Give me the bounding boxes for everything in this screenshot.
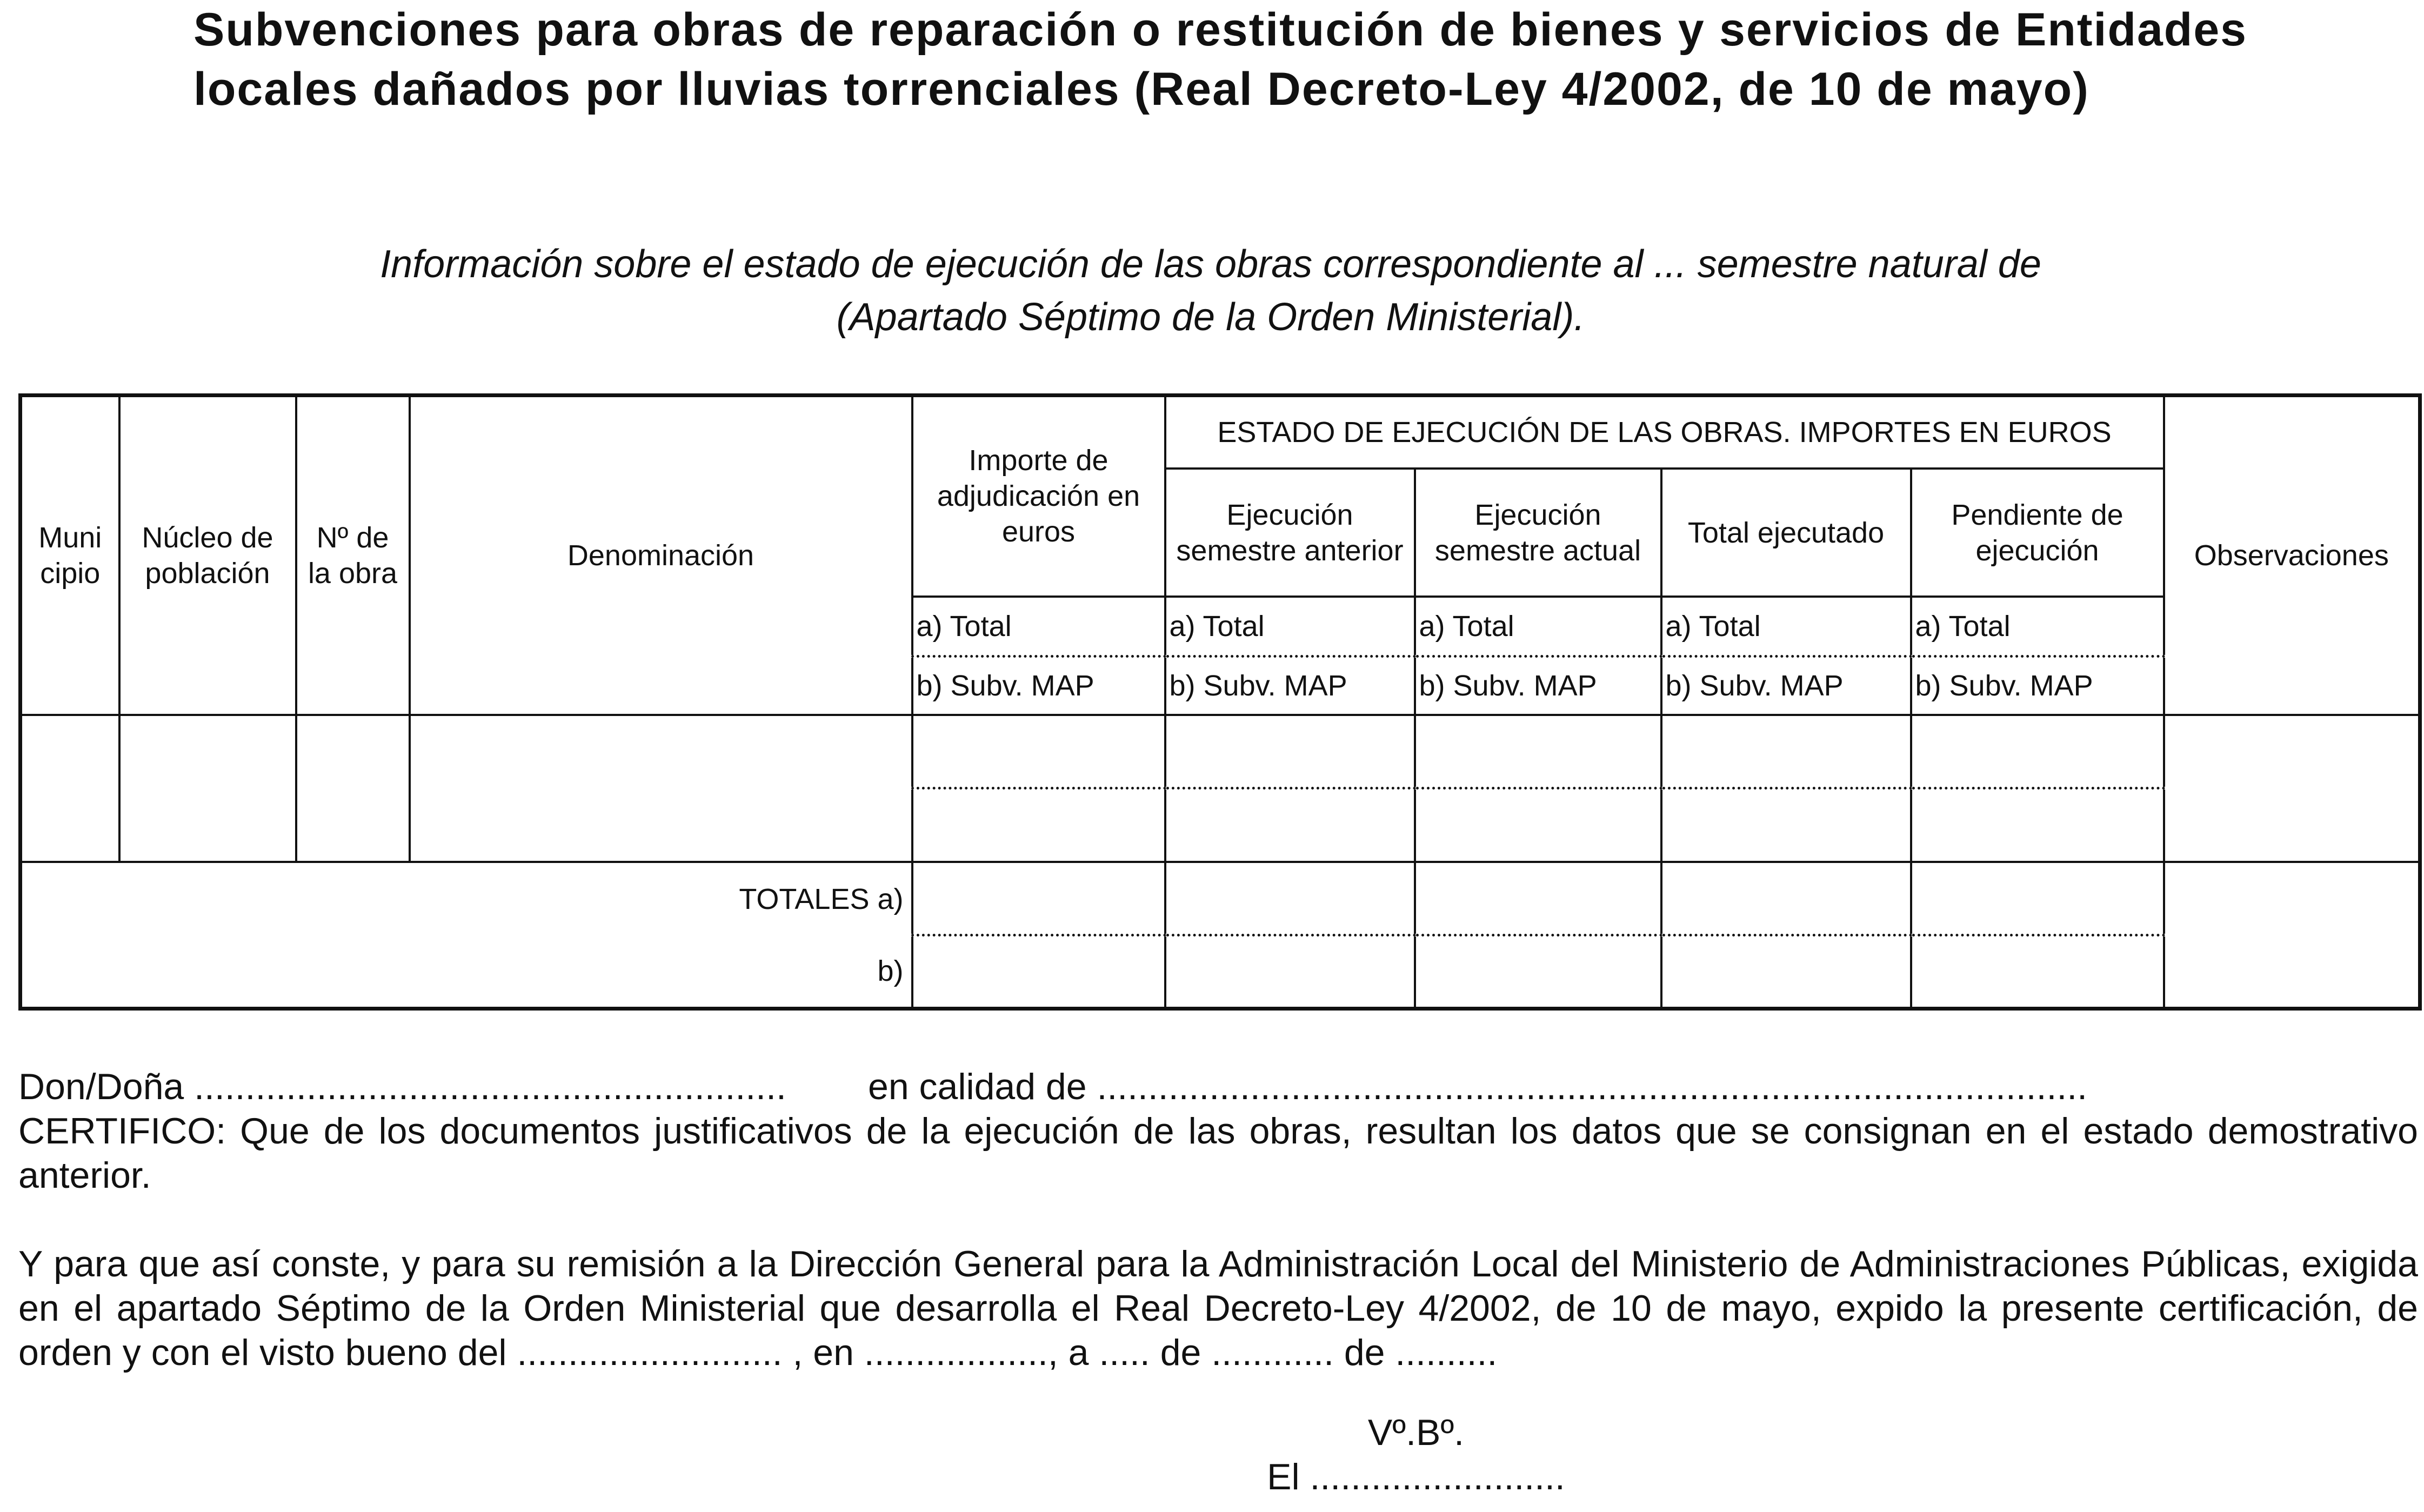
header-ejecucion-anterior: Ejecución semestre anterior bbox=[1165, 469, 1415, 596]
header-ejecucion-actual: Ejecución semestre actual bbox=[1415, 469, 1661, 596]
data-actual-a-cell bbox=[1415, 715, 1661, 788]
sub-a-anterior: a) Total bbox=[1165, 597, 1415, 657]
sub-b-importe: b) Subv. MAP bbox=[912, 656, 1165, 715]
header-nucleo-poblacion: Núcleo de población bbox=[119, 396, 296, 715]
totales-actual-b-cell bbox=[1415, 935, 1661, 1009]
header-importe-adjudicacion: Importe de adjudicación en euros bbox=[912, 396, 1165, 597]
data-importe-a-cell bbox=[912, 715, 1165, 788]
data-pendiente-b-cell bbox=[1911, 788, 2164, 862]
totales-importe-a-cell bbox=[912, 862, 1165, 935]
data-municipio-cell bbox=[21, 715, 119, 862]
sub-a-pendiente: a) Total bbox=[1911, 597, 2164, 657]
header-observaciones: Observaciones bbox=[2164, 396, 2420, 715]
document-title: Subvenciones para obras de reparación o restitución de bienes y servicios de Entidades locales dañados por lluvias torrenciales (Real Decreto-Ley 4/2002, de 10 de mayo) bbox=[193, 4, 2247, 115]
header-municipio: Muni cipio bbox=[21, 396, 119, 715]
totales-importe-b-cell bbox=[912, 935, 1165, 1009]
sub-a-total: a) Total bbox=[1661, 597, 1911, 657]
data-nucleo-cell bbox=[119, 715, 296, 862]
header-denominacion: Denominación bbox=[410, 396, 912, 715]
totales-pendiente-a-cell bbox=[1911, 862, 2164, 935]
sub-a-importe: a) Total bbox=[912, 597, 1165, 657]
execution-status-table bbox=[18, 393, 2422, 1011]
data-anterior-b-cell bbox=[1165, 788, 1415, 862]
visto-bueno-block bbox=[1227, 1410, 1605, 1499]
totales-b-label: b) bbox=[21, 935, 912, 1009]
certificate-block bbox=[18, 1065, 2418, 1375]
subtitle-line-2: (Apartado Séptimo de la Orden Ministerial). bbox=[836, 296, 1585, 339]
subtitle-line-1: Información sobre el estado de ejecución de las obras correspondiente al ... semestre natural de bbox=[380, 243, 2041, 286]
data-pendiente-a-cell bbox=[1911, 715, 2164, 788]
en-calidad-field: en calidad de ................................................................................................. bbox=[868, 1066, 2088, 1107]
don-dona-field: Don/Doña .......................................................... bbox=[18, 1066, 786, 1107]
header-total-ejecutado: Total ejecutado bbox=[1661, 469, 1911, 596]
data-importe-b-cell bbox=[912, 788, 1165, 862]
data-total-b-cell bbox=[1661, 788, 1911, 862]
totales-anterior-b-cell bbox=[1165, 935, 1415, 1009]
data-observaciones-cell bbox=[2164, 715, 2420, 862]
header-numero-obra: Nº de la obra bbox=[296, 396, 410, 715]
totales-total-b-cell bbox=[1661, 935, 1911, 1009]
sub-a-actual: a) Total bbox=[1415, 597, 1661, 657]
totales-total-a-cell bbox=[1661, 862, 1911, 935]
sub-b-actual: b) Subv. MAP bbox=[1415, 656, 1661, 715]
totales-pendiente-b-cell bbox=[1911, 935, 2164, 1009]
header-estado-ejecucion: ESTADO DE EJECUCIÓN DE LAS OBRAS. IMPORTES EN EUROS bbox=[1165, 396, 2164, 469]
data-total-a-cell bbox=[1661, 715, 1911, 788]
sub-b-pendiente: b) Subv. MAP bbox=[1911, 656, 2164, 715]
certificate-line-don bbox=[18, 1065, 2418, 1109]
visto-bueno-label: Vº.Bº. bbox=[1367, 1412, 1465, 1453]
data-actual-b-cell bbox=[1415, 788, 1661, 862]
data-anterior-a-cell bbox=[1165, 715, 1415, 788]
data-numero-obra-cell bbox=[296, 715, 410, 862]
totales-a-label: TOTALES a) bbox=[21, 862, 912, 935]
sub-b-total: b) Subv. MAP bbox=[1661, 656, 1911, 715]
data-denominacion-cell bbox=[410, 715, 912, 862]
sub-b-anterior: b) Subv. MAP bbox=[1165, 656, 1415, 715]
totales-observaciones-cell bbox=[2164, 862, 2420, 1009]
header-pendiente-ejecucion: Pendiente de ejecución bbox=[1911, 469, 2164, 596]
el-signature-field: El ......................... bbox=[1267, 1456, 1565, 1497]
document-subtitle bbox=[184, 238, 2238, 344]
totales-actual-a-cell bbox=[1415, 862, 1661, 935]
totales-anterior-a-cell bbox=[1165, 862, 1415, 935]
certifico-paragraph: CERTIFICO: Que de los documentos justificativos de la ejecución de las obras, resultan los datos que se consignan en el estado demostrativo anterior. bbox=[18, 1110, 2418, 1196]
remision-paragraph: Y para que así conste, y para su remisión a la Dirección General para la Administración Local del Ministerio de Administraciones Públicas, exigida en el apartado Séptimo de la Orden Ministerial que desarrolla el Real Decreto-Ley 4/2002, de 10 de mayo, expido la presente certificación, de orden y con el visto bueno del .......................... , en .................., a ..... de ............ de .......... bbox=[18, 1243, 2418, 1373]
